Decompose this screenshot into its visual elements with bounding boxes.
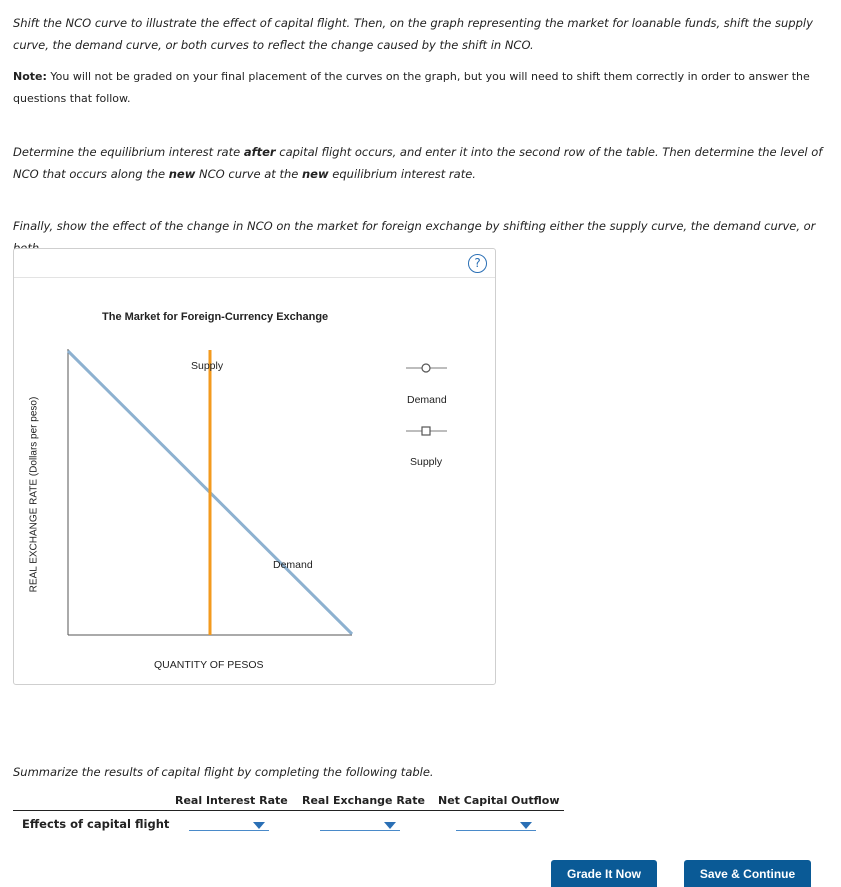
instruction-equilibrium	[13, 141, 828, 185]
save-continue-button[interactable]: Save & Continue	[684, 860, 811, 887]
graph-title: The Market for Foreign-Currency Exchange	[102, 311, 329, 323]
grade-it-now-button[interactable]: Grade It Now	[551, 860, 657, 887]
instr-text-g: equilibrium interest rate.	[328, 167, 476, 181]
header-real-exchange-rate: Real Exchange Rate	[302, 794, 425, 807]
square-marker-icon	[422, 427, 430, 435]
note-paragraph	[13, 66, 828, 110]
instruction-shift-nco: Shift the NCO curve to illustrate the effect of capital flight. Then, on the graph representing the market for loanable funds, shift the supply curve, the demand curve, or both curves to reflect the change caused by the shift in NCO.	[13, 16, 813, 52]
instruction-foreign-exchange: Finally, show the effect of the change in NCO on the market for foreign exchange by shifting either the supply curve, the demand curve, or	[13, 219, 816, 233]
dropdown-arrow-icon	[253, 822, 265, 829]
legend-demand-tool[interactable]	[406, 364, 447, 372]
nco-dropdown[interactable]	[456, 818, 536, 831]
circle-marker-icon	[422, 364, 430, 372]
exchange-rate-dropdown[interactable]	[320, 818, 400, 831]
legend-demand-label: Demand	[407, 394, 447, 406]
graph-panel	[13, 248, 496, 685]
header-net-capital-outflow: Net Capital Outflow	[438, 794, 560, 807]
note-text: You will not be graded on your final placement of the curves on the graph, but you will need to shift them correctly in order to answer the questions that follow.	[13, 70, 810, 105]
legend-supply-tool[interactable]	[406, 427, 447, 435]
interest-rate-dropdown[interactable]	[189, 818, 269, 831]
instr-bold-new-1: new	[168, 167, 196, 181]
row-label-capital-flight: Effects of capital flight	[22, 817, 170, 831]
note-label: Note:	[13, 70, 47, 83]
legend-supply-label: Supply	[410, 456, 443, 468]
y-axis-label: REAL EXCHANGE RATE (Dollars per peso)	[28, 396, 40, 593]
demand-curve-label: Demand	[273, 559, 313, 571]
x-axis-label: QUANTITY OF PESOS	[154, 659, 264, 671]
dropdown-arrow-icon	[520, 822, 532, 829]
dropdown-arrow-icon	[384, 822, 396, 829]
instr-text-a: Determine the equilibrium interest rate	[13, 145, 244, 159]
instr-bold-after: after	[243, 145, 276, 159]
header-real-interest-rate: Real Interest Rate	[175, 794, 288, 807]
supply-curve-label: Supply	[191, 360, 224, 372]
help-icon[interactable]: ?	[468, 254, 487, 273]
instr-text-c: capital flight occurs, and enter it into the second row of the table. Then determine the level of NCO that occurs along the	[13, 145, 823, 181]
table-header-row	[13, 793, 564, 811]
table-instruction: Summarize the results of capital flight by completing the following table.	[13, 765, 434, 779]
instr-bold-new-2: new	[302, 167, 329, 181]
instr-text-e: NCO curve at the	[195, 167, 302, 181]
